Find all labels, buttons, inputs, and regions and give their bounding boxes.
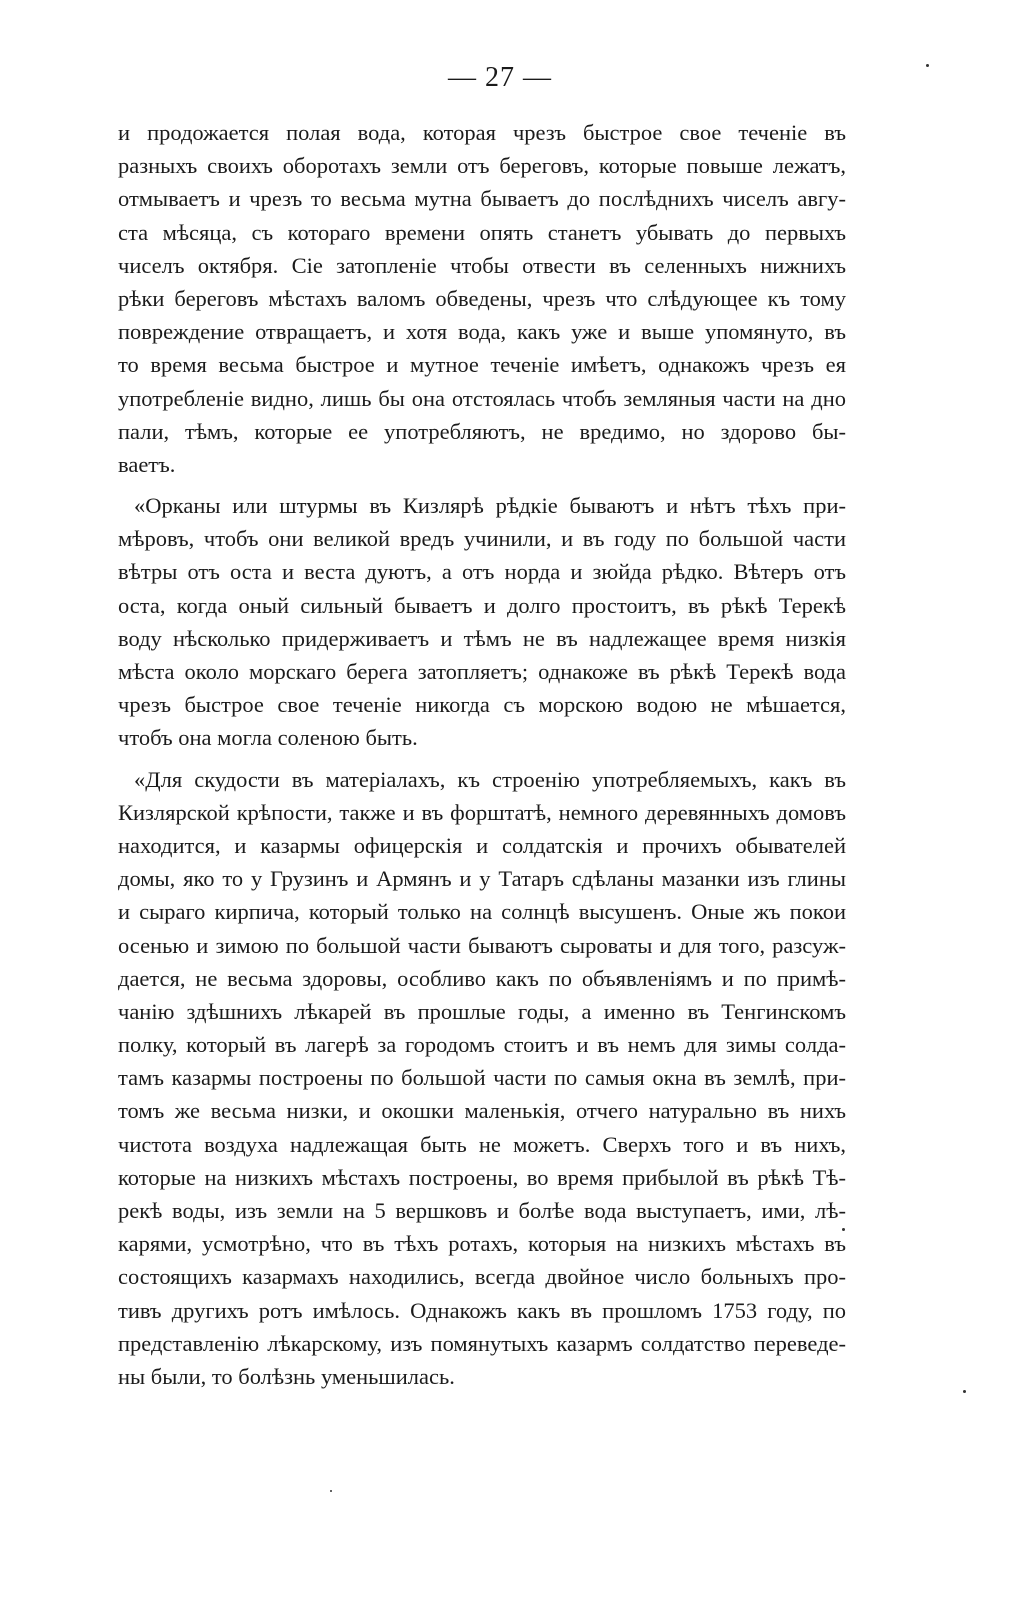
paragraph-gap (118, 481, 846, 489)
text-line: повреждение отвращаетъ, и хотя вода, какъ уже и выше упомянуто, въ (118, 319, 846, 345)
text-line: употребленіе видно, лишь бы она отстоялась чтобъ земляныя части на дно (118, 385, 846, 411)
text-line: тамъ казармы построены по большой части по самыя окна въ землѣ, при- (118, 1065, 846, 1091)
text-line: чанію здѣшнихъ лѣкарей въ прошлые годы, а именно въ Тенгинскомъ (118, 998, 846, 1024)
scan-speck (963, 1390, 966, 1393)
text-line: и продожается полая вода, которая чрезъ быстрое свое теченіе въ (118, 120, 846, 145)
text-line: осенью и зимою по большой части бываютъ сыроваты и для того, разсуж- (118, 932, 846, 958)
text-line: ваетъ. (118, 451, 176, 477)
text-line: ны были, то болѣзнь уменьшилась. (118, 1363, 455, 1389)
text-line: воду нѣсколько придерживаетъ и тѣмъ не въ надлежащее время низкія (118, 625, 846, 651)
scan-speck (926, 64, 929, 67)
paragraph-2 (118, 489, 846, 755)
text-line: мѣровъ, чтобъ они великой вредъ учинили, и въ году по большой части (118, 526, 846, 552)
scan-speck (842, 1228, 845, 1231)
text-line: чрезъ быстрое свое теченіе никогда съ морскою водою не мѣшается, (118, 692, 846, 718)
text-line: чистота воздуха надлежащая быть не можетъ. Сверхъ того и въ нихъ, (118, 1131, 846, 1157)
text-line: «Для скудости въ матеріалахъ, къ строенію употребляемыхъ, какъ въ (134, 766, 846, 792)
text-line: находится, и казармы офицерскія и солдатскія и прочихъ обывателей (118, 832, 846, 858)
text-line: разныхъ своихъ оборотахъ земли отъ береговъ, которые повыше лежатъ, (118, 153, 846, 179)
text-line: которые на низкихъ мѣстахъ построены, во время прибылой въ рѣкѣ Тѣ- (118, 1164, 846, 1190)
text-line: чтобъ она могла соленою быть. (118, 725, 418, 751)
text-line: «Орканы или штурмы въ Кизлярѣ рѣдкіе бываютъ и нѣтъ тѣхъ при- (134, 493, 846, 519)
text-line: томъ же весьма низки, и окошки маленькія, отчего натурально въ нихъ (118, 1098, 846, 1124)
text-line: карями, усмотрѣно, что въ тѣхъ ротахъ, которыя на низкихъ мѣстахъ въ (118, 1231, 846, 1257)
text-line: мѣста около морскаго берега затопляетъ; однакоже въ рѣкѣ Терекѣ вода (118, 659, 846, 684)
text-line: отмываетъ и чрезъ то весьма мутна бываетъ до послѣднихъ чиселъ авгу- (118, 186, 846, 212)
text-line: полку, который въ лагерѣ за городомъ стоитъ и въ немъ для зимы солда- (118, 1032, 846, 1058)
text-line: чиселъ октября. Сіе затопленіе чтобы отвести въ селенныхъ нижнихъ (118, 252, 846, 278)
text-line: представленію лѣкарскому, изъ помянутыхъ казармъ солдатство переведе- (118, 1330, 846, 1356)
text-line: дается, не весьма здоровы, особливо какъ по объявленіямъ и по примѣ- (118, 965, 846, 991)
text-line: то время весьма быстрое и мутное теченіе имѣетъ, однакожъ чрезъ ея (118, 352, 846, 378)
text-line: Кизлярской крѣпости, также и въ форштатѣ, немного деревянныхъ домовъ (118, 799, 846, 825)
page-number: — 27 — (448, 62, 552, 93)
text-line: вѣтры отъ оста и веста дуютъ, а отъ норда и зюйда рѣдко. Вѣтеръ отъ (118, 559, 846, 585)
paragraph-3 (118, 763, 846, 1394)
text-line: тивъ другихъ ротъ имѣлось. Однакожъ какъ въ прошломъ 1753 году, по (118, 1297, 846, 1323)
text-line: домы, яко то у Грузинъ и Армянъ и у Татаръ сдѣланы мазанки изъ глины (118, 866, 846, 892)
text-line: ста мѣсяца, съ котораго времени опять станетъ убывать до первыхъ (118, 219, 846, 245)
scan-speck (330, 1490, 332, 1492)
paragraph-1 (118, 116, 846, 481)
text-line: состоящихъ казармахъ находились, всегда двойное число больныхъ про- (118, 1264, 846, 1290)
text-line: пали, тѣмъ, которые ее употребляютъ, не вредимо, но здорово бы- (118, 418, 846, 444)
text-line: оста, когда оный сильный бываетъ и долго простоитъ, въ рѣкѣ Терекѣ (118, 592, 846, 618)
body-text (118, 116, 846, 1393)
text-line: рѣки береговъ мѣстахъ валомъ обведены, чрезъ что слѣдующее къ тому (118, 285, 846, 311)
paragraph-gap (118, 755, 846, 763)
text-line: рекѣ воды, изъ земли на 5 вершковъ и болѣе вода выступаетъ, ими, лѣ- (118, 1198, 846, 1223)
text-line: и сыраго кирпича, который только на солнцѣ высушенъ. Оные жъ покои (118, 899, 846, 925)
